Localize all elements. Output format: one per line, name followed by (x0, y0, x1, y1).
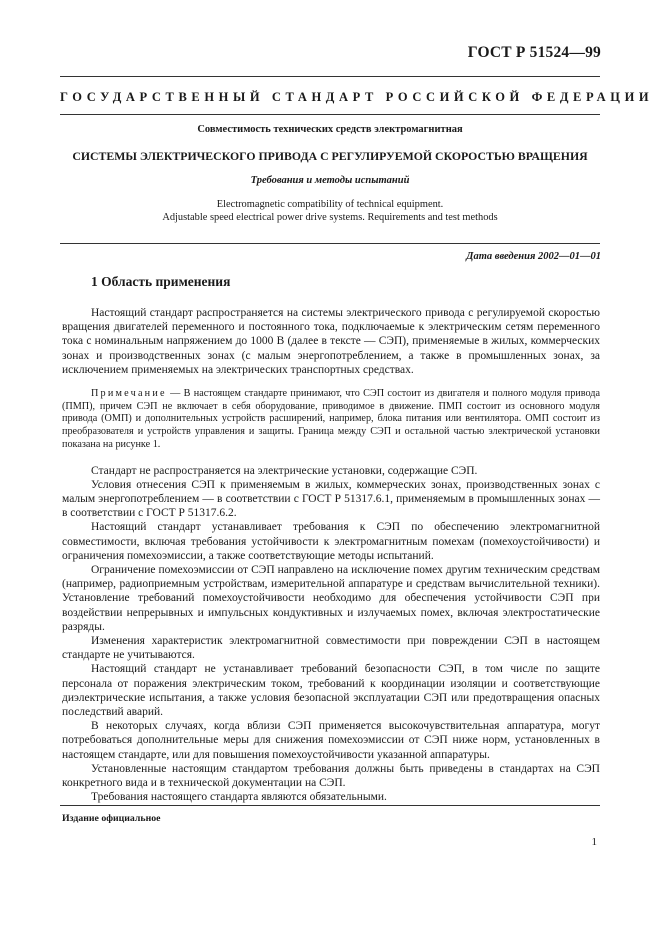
paragraph: Настоящий стандарт распространяется на системы электрического привода с регулируемой скоростью вращения двигателей переменного и постоянного тока, подключаемые к электрическим сетям переменного тока с номинальным напряжением до 1000 В (далее в тексте — СЭП), применяемые в жилых, коммерческих зонах и производственных зонах (с малым энергопотреблением, а также в промышленных зонах, за исключением применяемых на электрических транспортных средствах. (62, 307, 600, 376)
page-number: 1 (591, 836, 597, 848)
paragraph: Изменения характеристик электромагнитной совместимости при повреждении СЭП в настоящем стандарте не учитываются. (62, 634, 600, 662)
document-subtitle: Совместимость технических средств электромагнитная (197, 124, 463, 135)
section-heading: 1 Область применения (91, 274, 231, 289)
paragraph: В некоторых случаях, когда вблизи СЭП применяется высокочувствительная аппаратура, могут потребоваться дополнительные меры для снижения помехоэмиссии от СЭП ниже норм, установленных в настоящем стандарте, или для повышения помехоустойчивости указанной аппаратуры. (62, 720, 600, 761)
paragraph: Условия отнесения СЭП к применяемым в жилых, коммерческих зонах, производственных зонах с малым энергопотреблением — в соответствии с ГОСТ Р 51317.6.1, применяемым в промышленных зонах — в соответствии с ГОСТ Р 51317.6.2. (62, 478, 600, 520)
section-body (62, 306, 600, 804)
paragraph: Настоящий стандарт устанавливает требования к СЭП по обеспечению электромагнитной совместимости, включая требования устойчивости к электромагнитным помехам (помехоустойчивости) и ограничения помехоэмиссии, а также соответствующие методы испытаний. (62, 521, 600, 562)
document-title: СИСТЕМЫ ЭЛЕКТРИЧЕСКОГО ПРИВОДА С РЕГУЛИРУЕМОЙ СКОРОСТЬЮ ВРАЩЕНИЯ (72, 149, 588, 163)
paragraph: Настоящий стандарт не устанавливает требований безопасности СЭП, в том числе по защите персонала от поражения электрическим током, требований к координации изоляции и соответствующие диэлектрические испытания, а также условия безопасной эксплуатации СЭП или предотвращения опасных последствий аварий. (62, 663, 600, 718)
paragraph: Требования настоящего стандарта являются обязательными. (91, 791, 387, 804)
date-rule (60, 243, 600, 244)
state-standard-banner: ГОСУДАРСТВЕННЫЙ СТАНДАРТ РОССИЙСКОЙ ФЕДЕРАЦИИ (60, 90, 654, 104)
official-edition-label: Издание официальное (62, 813, 161, 824)
document-requirements-subtitle: Требования и методы испытаний (250, 175, 410, 186)
introduction-date: Дата введения 2002—01—01 (466, 251, 601, 262)
note-label: Примечание (91, 388, 167, 400)
paragraph: Ограничение помехоэмиссии от СЭП направлено на исключение помех другим техническим средствам (например, радиоприемным устройствам, измерительной аппаратуре и средствам вычислительной техники). Установление требований помехоустойчивости необходимо для обеспечения устойчивости СЭП при воздействии непрерывных и импульсных кондуктивных и излучаемых помех, включая электростатические разряды. (62, 563, 600, 633)
footer-rule (60, 805, 600, 806)
header-rule-top (60, 76, 600, 77)
note-text: — В настоящем стандарте принимают, что СЭП состоит из двигателя и полного модуля привода (ПМП), причем СЭП не включает в себя оборудование, приводимое в движение. ПМП состоит из основного модуля привода (ОМП) и дополнительных устройств расширений, например, блока питания или вентилятора. ОМП состоит из преобразователя и устройств управления и защиты. Граница между СЭП и остальной частью электрической установки показана на рисунке 1. (62, 388, 600, 450)
english-title-line-1: Electromagnetic compatibility of technical equipment. (216, 199, 444, 210)
paragraph: Установленные настоящим стандартом требования должны быть приведены в стандартах на СЭП конкретного вида и в технической документации на СЭП. (62, 762, 600, 789)
english-title-block (60, 198, 600, 224)
header-rule-bottom (60, 114, 600, 115)
note-paragraph (62, 388, 600, 452)
standard-code: ГОСТ Р 51524—99 (467, 44, 601, 61)
english-title-line-2: Adjustable speed electrical power drive systems. Requirements and test methods (162, 212, 498, 223)
paragraph: Стандарт не распространяется на электрические установки, содержащие СЭП. (91, 464, 478, 477)
